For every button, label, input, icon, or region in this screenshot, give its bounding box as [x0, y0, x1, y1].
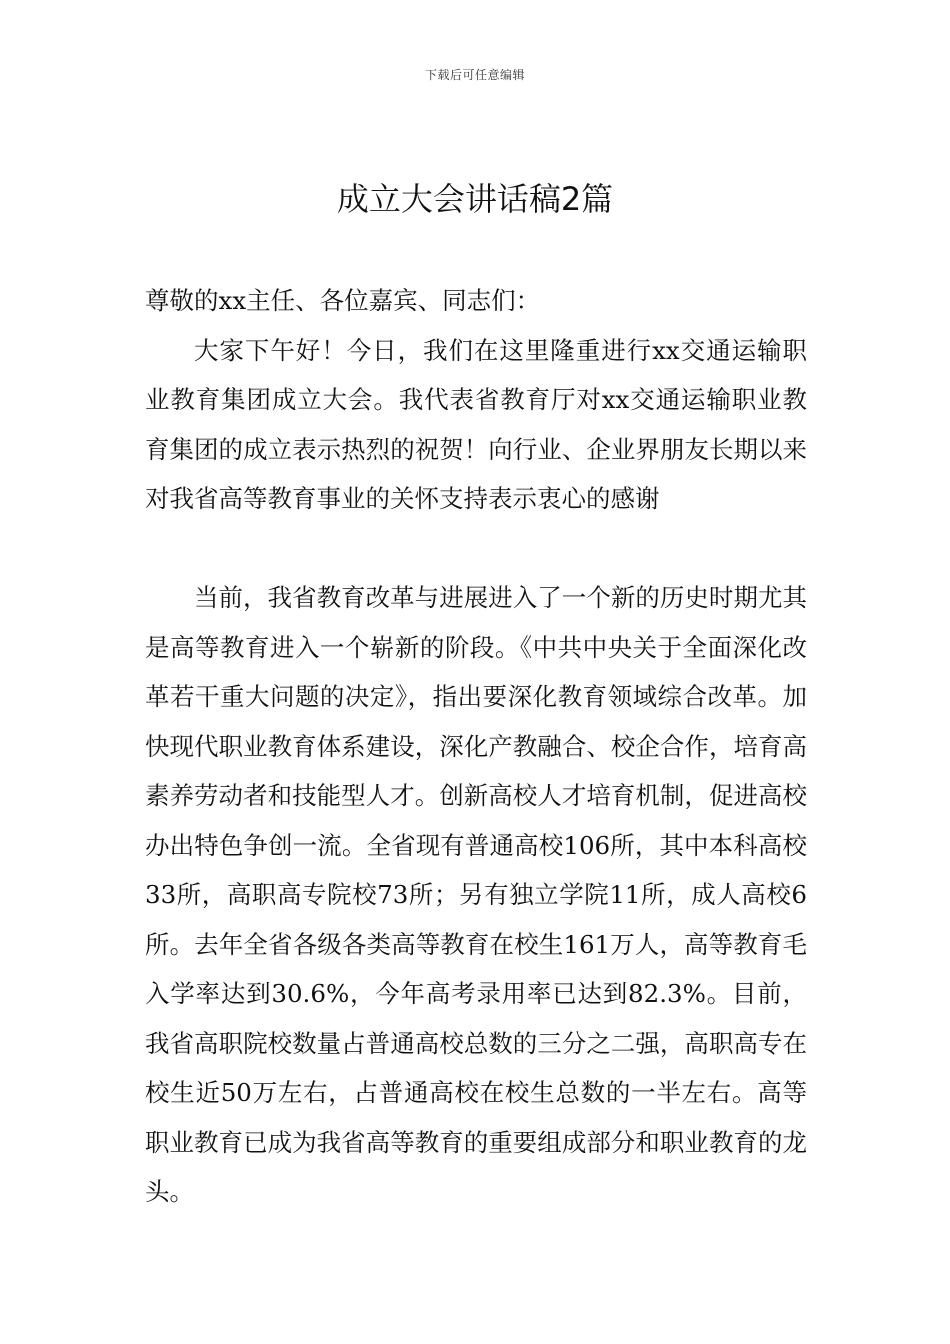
paragraph-1: 大家下午好！今日，我们在这里隆重进行xx交通运输职业教育集团成立大会。我代表省教育厅对xx交通运输职业教育集团的成立表示热烈的祝贺！向行业、企业界朋友长期以来对我省高等教育事业的关怀支持表示衷心的感谢 [145, 335, 807, 513]
document-title: 成立大会讲话稿2篇 [336, 180, 614, 218]
header-note: 下载后可任意编辑 [424, 68, 525, 82]
salutation: 尊敬的xx主任、各位嘉宾、同志们： [145, 286, 541, 315]
paragraph-2: 当前，我省教育改革与进展进入了一个新的历史时期尤其是高等教育进入一个崭新的阶段。《中共中央关于全面深化改革若干重大问题的决定》，指出要深化教育领域综合改革。加快现代职业教育体系建设，深化产教融合、校企合作，培育高素养劳动者和技能型人才。创新高校人才培育机制，促进高校办出特色争创一流。全省现有普通高校106所，其中本科高校33所，高职高专院校73所；另有独立学院11所，成人高校6所。去年全省各级各类高等教育在校生161万人，高等教育毛入学率达到30.6%，今年高考录用率已达到82.3%。目前，我省高职院校数量占普通高校总数的三分之二强，高职高专在校生近50万左右，占普通高校在校生总数的一半左右。高等职业教育已成为我省高等教育的重要组成部分和职业教育的龙头。 [145, 583, 807, 1206]
paragraph-spacer [145, 524, 807, 574]
document-body [145, 276, 807, 1217]
